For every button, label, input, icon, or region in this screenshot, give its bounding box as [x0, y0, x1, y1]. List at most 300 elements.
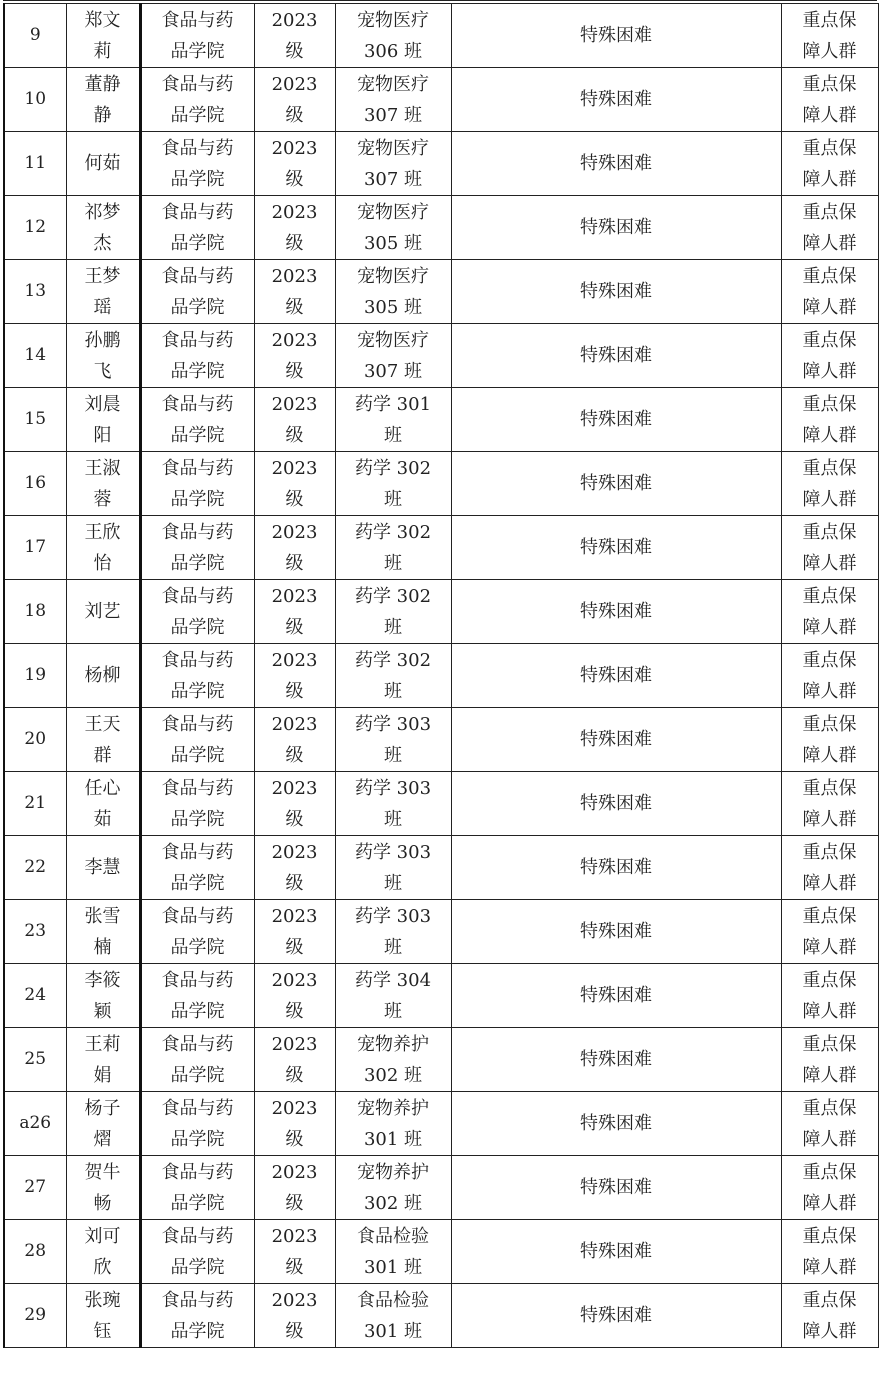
- grade-cell-line: 2023: [271, 649, 318, 671]
- group-cell: [781, 260, 878, 324]
- college-cell: [140, 580, 254, 644]
- category-cell-text: 特殊困难: [580, 601, 652, 622]
- name-cell-line: 祁梦: [84, 201, 121, 223]
- name-cell: [66, 772, 140, 836]
- college-cell-line: 食品与药: [161, 393, 234, 415]
- category-cell: [451, 324, 781, 388]
- grade-cell: [254, 4, 335, 68]
- category-cell: [451, 708, 781, 772]
- category-cell: [451, 260, 781, 324]
- name-cell-line: 瑶: [93, 296, 112, 318]
- name-cell-line: 张琬: [84, 1289, 121, 1311]
- group-cell-line: 重点保: [802, 1289, 857, 1311]
- group-cell: [781, 900, 878, 964]
- name-cell-line: 静: [93, 104, 112, 126]
- name-cell-line: 阳: [93, 424, 112, 446]
- name-cell-line: 颖: [93, 1000, 112, 1022]
- table-row: [4, 196, 878, 260]
- class-cell: [335, 452, 451, 516]
- college-cell-line: 品学院: [170, 1320, 225, 1342]
- college-cell-line: 食品与药: [161, 1097, 234, 1119]
- name-cell-line: 刘晨: [84, 393, 121, 415]
- row-index-cell-text: 15: [24, 409, 47, 429]
- class-cell-line: 302 班: [363, 1064, 423, 1086]
- group-cell-line: 重点保: [802, 841, 857, 863]
- row-index-cell: [4, 4, 66, 68]
- class-cell-line: 305 班: [363, 232, 423, 254]
- table-body: [4, 4, 878, 1348]
- row-index-cell: [4, 1092, 66, 1156]
- grade-cell: [254, 836, 335, 900]
- grade-cell-line: 级: [285, 40, 304, 62]
- class-cell-line: 班: [384, 872, 402, 894]
- row-index-cell-text: 13: [24, 281, 47, 301]
- grade-cell-line: 级: [285, 616, 304, 638]
- name-cell-line: 畅: [93, 1192, 112, 1214]
- class-cell-line: 宠物医疗: [357, 201, 429, 223]
- group-cell-line: 重点保: [802, 393, 857, 415]
- college-cell: [140, 1284, 254, 1348]
- row-index-cell: [4, 196, 66, 260]
- group-cell: [781, 452, 878, 516]
- grade-cell-line: 级: [285, 744, 304, 766]
- table-row: [4, 1028, 878, 1092]
- name-cell-line: 王天: [84, 713, 121, 735]
- row-index-cell: [4, 964, 66, 1028]
- group-cell: [781, 708, 878, 772]
- class-cell-line: 班: [384, 808, 402, 830]
- row-index-cell: [4, 1284, 66, 1348]
- name-cell: [66, 260, 140, 324]
- student-roster-table: [3, 3, 879, 1348]
- row-index-cell-text: 11: [24, 153, 47, 173]
- name-cell: [66, 324, 140, 388]
- table-row: [4, 68, 878, 132]
- table-row: [4, 580, 878, 644]
- class-cell-line: 宠物养护: [357, 1161, 429, 1183]
- name-cell-line: 熠: [93, 1128, 112, 1150]
- college-cell-line: 品学院: [170, 872, 225, 894]
- group-cell-line: 障人群: [802, 808, 857, 830]
- name-cell: [66, 1092, 140, 1156]
- name-cell: [66, 132, 140, 196]
- class-cell: [335, 68, 451, 132]
- row-index-cell: [4, 644, 66, 708]
- category-cell-text: 特殊困难: [580, 281, 652, 302]
- group-cell-line: 障人群: [802, 1320, 857, 1342]
- group-cell: [781, 324, 878, 388]
- grade-cell-line: 2023: [271, 521, 318, 543]
- group-cell-line: 障人群: [802, 168, 857, 190]
- name-cell-line: 群: [93, 744, 112, 766]
- group-cell-line: 障人群: [802, 616, 857, 638]
- group-cell: [781, 132, 878, 196]
- name-cell-line: 王欣: [84, 521, 121, 543]
- row-index-cell: [4, 516, 66, 580]
- name-cell: [66, 4, 140, 68]
- college-cell-line: 品学院: [170, 424, 225, 446]
- category-cell-text: 特殊困难: [580, 153, 652, 174]
- group-cell-line: 重点保: [802, 73, 857, 95]
- group-cell-line: 重点保: [802, 521, 857, 543]
- group-cell-line: 障人群: [802, 552, 857, 574]
- row-index-cell-text: 21: [24, 793, 47, 813]
- name-cell: [66, 900, 140, 964]
- name-cell-line: 李筱: [84, 969, 121, 991]
- group-cell-line: 重点保: [802, 1161, 857, 1183]
- college-cell: [140, 1220, 254, 1284]
- group-cell-line: 重点保: [802, 201, 857, 223]
- table-row: [4, 324, 878, 388]
- class-cell-line: 班: [384, 1000, 402, 1022]
- class-cell-line: 306 班: [363, 40, 423, 62]
- category-cell-text: 特殊困难: [580, 1305, 652, 1326]
- class-cell-line: 药学 301: [354, 393, 432, 415]
- row-index-cell: [4, 260, 66, 324]
- group-cell-line: 重点保: [802, 265, 857, 287]
- class-cell: [335, 772, 451, 836]
- college-cell-line: 食品与药: [161, 841, 234, 863]
- group-cell: [781, 1156, 878, 1220]
- college-cell: [140, 708, 254, 772]
- name-cell-line: 楠: [93, 936, 112, 958]
- name-cell: [66, 1156, 140, 1220]
- table-row: [4, 836, 878, 900]
- college-cell-line: 品学院: [170, 232, 225, 254]
- grade-cell-line: 2023: [271, 777, 318, 799]
- class-cell-line: 301 班: [363, 1256, 423, 1278]
- name-cell-line: 娟: [93, 1064, 112, 1086]
- row-index-cell-text: 25: [24, 1049, 47, 1069]
- class-cell-line: 宠物养护: [357, 1033, 429, 1055]
- class-cell: [335, 964, 451, 1028]
- row-index-cell-text: 17: [24, 537, 47, 557]
- group-cell-line: 障人群: [802, 488, 857, 510]
- grade-cell-line: 级: [285, 552, 304, 574]
- group-cell-line: 重点保: [802, 905, 857, 927]
- row-index-cell-text: 16: [24, 473, 47, 493]
- name-cell-line: 孙鹏: [84, 329, 121, 351]
- grade-cell-line: 级: [285, 808, 304, 830]
- college-cell: [140, 644, 254, 708]
- name-cell-line: 李慧: [84, 857, 121, 878]
- class-cell: [335, 388, 451, 452]
- table-row: [4, 1156, 878, 1220]
- name-cell: [66, 196, 140, 260]
- row-index-cell-text: 12: [24, 217, 47, 237]
- class-cell: [335, 516, 451, 580]
- name-cell-line: 王梦: [84, 265, 121, 287]
- group-cell: [781, 196, 878, 260]
- grade-cell: [254, 196, 335, 260]
- group-cell-line: 障人群: [802, 744, 857, 766]
- grade-cell: [254, 772, 335, 836]
- name-cell-line: 张雪: [84, 905, 121, 927]
- category-cell: [451, 516, 781, 580]
- college-cell: [140, 132, 254, 196]
- college-cell-line: 食品与药: [161, 713, 234, 735]
- row-index-cell: [4, 388, 66, 452]
- name-cell: [66, 644, 140, 708]
- name-cell-line: 茹: [93, 808, 112, 830]
- category-cell-text: 特殊困难: [580, 1177, 652, 1198]
- name-cell-line: 怡: [93, 552, 112, 574]
- name-cell-line: 王莉: [84, 1033, 121, 1055]
- group-cell-line: 障人群: [802, 104, 857, 126]
- college-cell-line: 品学院: [170, 808, 225, 830]
- name-cell: [66, 452, 140, 516]
- class-cell: [335, 1220, 451, 1284]
- group-cell-line: 重点保: [802, 777, 857, 799]
- name-cell-line: 王淑: [84, 457, 121, 479]
- college-cell-line: 食品与药: [161, 9, 234, 31]
- grade-cell: [254, 68, 335, 132]
- name-cell: [66, 964, 140, 1028]
- table-row: [4, 644, 878, 708]
- name-cell-line: 郑文: [84, 9, 121, 31]
- grade-cell-line: 级: [285, 488, 304, 510]
- class-cell-line: 药学 303: [354, 777, 432, 799]
- college-cell: [140, 1028, 254, 1092]
- grade-cell-line: 级: [285, 104, 304, 126]
- grade-cell: [254, 1156, 335, 1220]
- class-cell: [335, 1092, 451, 1156]
- grade-cell-line: 2023: [271, 73, 318, 95]
- category-cell: [451, 964, 781, 1028]
- grade-cell-line: 级: [285, 424, 304, 446]
- class-cell-line: 药学 302: [354, 649, 432, 671]
- category-cell: [451, 4, 781, 68]
- row-index-cell-text: 9: [29, 25, 41, 45]
- category-cell: [451, 900, 781, 964]
- category-cell: [451, 580, 781, 644]
- name-cell: [66, 516, 140, 580]
- grade-cell-line: 2023: [271, 1289, 318, 1311]
- college-cell-line: 品学院: [170, 40, 225, 62]
- category-cell: [451, 836, 781, 900]
- category-cell: [451, 644, 781, 708]
- category-cell-text: 特殊困难: [580, 25, 652, 46]
- name-cell: [66, 708, 140, 772]
- college-cell: [140, 516, 254, 580]
- group-cell-line: 障人群: [802, 40, 857, 62]
- row-index-cell-text: 18: [24, 601, 47, 621]
- class-cell-line: 302 班: [363, 1192, 423, 1214]
- class-cell-line: 307 班: [363, 104, 423, 126]
- row-index-cell: [4, 132, 66, 196]
- table-row: [4, 708, 878, 772]
- college-cell: [140, 900, 254, 964]
- college-cell: [140, 1156, 254, 1220]
- group-cell-line: 重点保: [802, 649, 857, 671]
- grade-cell: [254, 132, 335, 196]
- class-cell: [335, 580, 451, 644]
- group-cell-line: 重点保: [802, 457, 857, 479]
- grade-cell-line: 级: [285, 1128, 304, 1150]
- grade-cell: [254, 900, 335, 964]
- group-cell-line: 障人群: [802, 424, 857, 446]
- college-cell-line: 品学院: [170, 1192, 225, 1214]
- row-index-cell: [4, 580, 66, 644]
- group-cell: [781, 1220, 878, 1284]
- category-cell-text: 特殊困难: [580, 217, 652, 238]
- college-cell-line: 食品与药: [161, 649, 234, 671]
- row-index-cell: [4, 900, 66, 964]
- class-cell-line: 宠物养护: [357, 1097, 429, 1119]
- name-cell: [66, 1220, 140, 1284]
- group-cell: [781, 964, 878, 1028]
- name-cell-line: 刘可: [84, 1225, 121, 1247]
- grade-cell: [254, 708, 335, 772]
- grade-cell-line: 级: [285, 1064, 304, 1086]
- group-cell-line: 重点保: [802, 329, 857, 351]
- class-cell: [335, 708, 451, 772]
- category-cell: [451, 1028, 781, 1092]
- group-cell: [781, 836, 878, 900]
- grade-cell-line: 2023: [271, 1161, 318, 1183]
- class-cell: [335, 196, 451, 260]
- name-cell-line: 董静: [84, 73, 121, 95]
- category-cell-text: 特殊困难: [580, 857, 652, 878]
- category-cell: [451, 1220, 781, 1284]
- class-cell-line: 301 班: [363, 1128, 423, 1150]
- grade-cell-line: 2023: [271, 1225, 318, 1247]
- table-row: [4, 4, 878, 68]
- name-cell-line: 飞: [93, 360, 112, 382]
- grade-cell-line: 2023: [271, 137, 318, 159]
- class-cell-line: 食品检验: [357, 1289, 429, 1311]
- category-cell-text: 特殊困难: [580, 1113, 652, 1134]
- college-cell: [140, 836, 254, 900]
- grade-cell-line: 2023: [271, 201, 318, 223]
- row-index-cell-text: 14: [24, 345, 47, 365]
- grade-cell: [254, 260, 335, 324]
- class-cell: [335, 900, 451, 964]
- class-cell: [335, 132, 451, 196]
- grade-cell-line: 2023: [271, 265, 318, 287]
- name-cell: [66, 1028, 140, 1092]
- class-cell-line: 307 班: [363, 360, 423, 382]
- group-cell-line: 重点保: [802, 585, 857, 607]
- row-index-cell-text: 10: [24, 89, 47, 109]
- row-index-cell-text: 29: [24, 1305, 47, 1325]
- category-cell-text: 特殊困难: [580, 985, 652, 1006]
- category-cell: [451, 68, 781, 132]
- group-cell-line: 重点保: [802, 9, 857, 31]
- name-cell-line: 欣: [93, 1256, 112, 1278]
- class-cell-line: 宠物医疗: [357, 9, 429, 31]
- category-cell-text: 特殊困难: [580, 1241, 652, 1262]
- row-index-cell: [4, 1156, 66, 1220]
- category-cell: [451, 1284, 781, 1348]
- name-cell: [66, 580, 140, 644]
- category-cell-text: 特殊困难: [580, 1049, 652, 1070]
- class-cell-line: 宠物医疗: [357, 73, 429, 95]
- category-cell-text: 特殊困难: [580, 729, 652, 750]
- category-cell-text: 特殊困难: [580, 793, 652, 814]
- college-cell-line: 食品与药: [161, 457, 234, 479]
- row-index-cell-text: 19: [24, 665, 47, 685]
- class-cell-line: 宠物医疗: [357, 137, 429, 159]
- college-cell-line: 食品与药: [161, 329, 234, 351]
- grade-cell-line: 2023: [271, 393, 318, 415]
- class-cell-line: 班: [384, 936, 402, 958]
- row-index-cell: [4, 1220, 66, 1284]
- college-cell-line: 品学院: [170, 168, 225, 190]
- class-cell-line: 班: [384, 552, 402, 574]
- college-cell: [140, 452, 254, 516]
- grade-cell: [254, 580, 335, 644]
- group-cell-line: 障人群: [802, 232, 857, 254]
- college-cell: [140, 964, 254, 1028]
- name-cell-line: 何茹: [84, 153, 121, 174]
- group-cell-line: 重点保: [802, 969, 857, 991]
- category-cell: [451, 452, 781, 516]
- name-cell-line: 钰: [93, 1320, 112, 1342]
- category-cell: [451, 388, 781, 452]
- college-cell: [140, 772, 254, 836]
- name-cell: [66, 836, 140, 900]
- row-index-cell: [4, 324, 66, 388]
- row-index-cell: [4, 452, 66, 516]
- name-cell-line: 莉: [93, 40, 112, 62]
- grade-cell-line: 2023: [271, 9, 318, 31]
- name-cell-line: 杨柳: [84, 665, 121, 686]
- group-cell-line: 重点保: [802, 713, 857, 735]
- group-cell-line: 障人群: [802, 936, 857, 958]
- grade-cell-line: 级: [285, 1000, 304, 1022]
- group-cell-line: 障人群: [802, 1192, 857, 1214]
- grade-cell-line: 级: [285, 680, 304, 702]
- college-cell: [140, 1092, 254, 1156]
- name-cell: [66, 68, 140, 132]
- table-row: [4, 1284, 878, 1348]
- college-cell-line: 品学院: [170, 1256, 225, 1278]
- college-cell-line: 品学院: [170, 360, 225, 382]
- table-row: [4, 516, 878, 580]
- grade-cell-line: 2023: [271, 1033, 318, 1055]
- row-index-cell: [4, 1028, 66, 1092]
- category-cell: [451, 132, 781, 196]
- class-cell-line: 药学 302: [354, 585, 432, 607]
- college-cell-line: 品学院: [170, 1064, 225, 1086]
- grade-cell-line: 2023: [271, 905, 318, 927]
- table-row: [4, 1220, 878, 1284]
- grade-cell-line: 2023: [271, 1097, 318, 1119]
- name-cell: [66, 1284, 140, 1348]
- row-index-cell-text: a26: [19, 1113, 52, 1133]
- grade-cell-line: 级: [285, 1256, 304, 1278]
- category-cell: [451, 196, 781, 260]
- group-cell-line: 障人群: [802, 360, 857, 382]
- table-row: [4, 132, 878, 196]
- row-index-cell-text: 28: [24, 1241, 47, 1261]
- group-cell: [781, 1028, 878, 1092]
- grade-cell-line: 2023: [271, 841, 318, 863]
- grade-cell-line: 2023: [271, 329, 318, 351]
- class-cell-line: 药学 302: [354, 521, 432, 543]
- category-cell-text: 特殊困难: [580, 409, 652, 430]
- row-index-cell-text: 22: [24, 857, 47, 877]
- college-cell-line: 食品与药: [161, 585, 234, 607]
- group-cell: [781, 1284, 878, 1348]
- row-index-cell: [4, 836, 66, 900]
- class-cell-line: 305 班: [363, 296, 423, 318]
- table-row: [4, 772, 878, 836]
- grade-cell-line: 级: [285, 296, 304, 318]
- college-cell-line: 品学院: [170, 1000, 225, 1022]
- college-cell-line: 品学院: [170, 936, 225, 958]
